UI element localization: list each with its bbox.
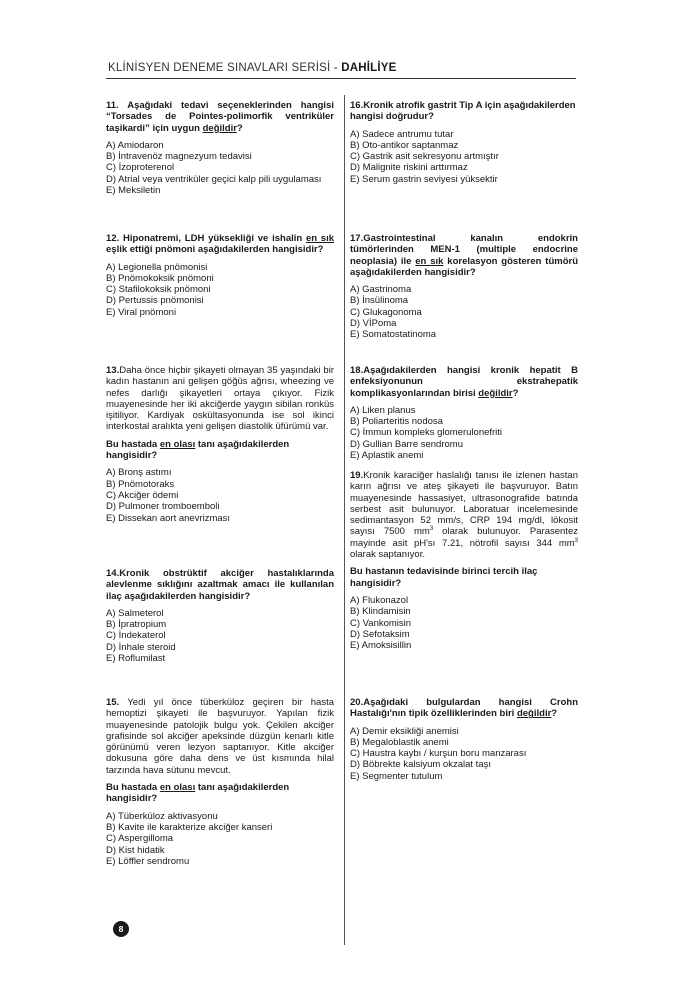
option-list [106,608,334,664]
question-prompt: Bu hastada en olası tanı aşağıdakilerden hangisidir? [106,782,290,805]
option-c: C) Akciğer ödemi [106,489,179,501]
option-list [350,284,578,340]
question-stem: 14.Kronik obstrüktif akciğer hastalıklarında alevlenme sıklığını azaltmak amacı ile kullanılan ilaç aşağıdakilerden hangisidir? [106,568,334,602]
question-14 [106,568,334,664]
page-header [108,62,397,74]
option-list [350,595,578,651]
option-list [106,811,334,867]
option-c: C) İzoproterenol [106,162,175,174]
question-stem: 17.Gastrointestinal kanalın endokrin tümörlerinden MEN-1 (multiple endocrine neoplasia) ile en sık korelasyon gösteren tümörü aşağıdakilerden hangisidir? [350,233,578,278]
option-list [350,726,578,782]
option-b: B) İntravenöz magnezyum tedavisi [106,151,252,163]
option-list [350,405,578,461]
option-e: E) Aplastik anemi [350,450,424,462]
option-e: E) Serum gastrin seviyesi yüksektir [350,173,498,185]
page-number-badge: 8 [113,921,129,937]
option-d: D) Pertussis pnömonisi [106,295,204,307]
question-20 [350,697,578,782]
option-c: C) Vankomisin [350,617,412,629]
option-a: A) Demir eksikliği anemisi [350,725,459,737]
option-d: D) VİPoma [350,318,397,330]
header-rule [106,78,576,79]
option-b: B) Oto-antikor saptanmaz [350,139,459,151]
option-e: E) Somatostatinoma [350,329,437,341]
option-a: A) Tüberküloz aktivasyonu [106,810,218,822]
option-d: D) Sefotaksim [350,628,410,640]
option-b: B) Klindamisin [350,606,411,618]
option-e: E) Segmenter tutulum [350,770,443,782]
option-b: B) İpratropium [106,619,167,631]
question-19 [350,470,578,651]
question-prompt: Bu hastanın tedavisinde birinci tercih ilaç hangisidir? [350,566,538,589]
question-stem: 19.Kronik karaciğer haslalığı tanısı ile izlenen hastan karın ağrısı ve ateş şikayeti ile başvuruyor. Batın muayenesinde hassasiyet, ultrasonografide batında serbest asit bulunuyor. Laboratuar incelemesinde sedimantasyon 52 mm/s, CRP 194 mg/dl, lökosit sayısı 7500 $mm^3$ olarak bulunuyor. Parasentez mayinde asit pH'sı 7.21, nötrofil sayısı 344 $mm^3$ olarak saptanıyor. [350,470,578,561]
question-17 [350,233,578,341]
question-stem: 20.Aşağıdaki bulgulardan hangisi Crohn Hastalığı'nın tipik özelliklerinden biri değildir? [350,697,578,720]
question-stem: 12. Hiponatremi, LDH yüksekliği ve ishalin en sık eşlik ettiği pnömoni aşağıdakilerden hangisidir? [106,233,335,256]
header-subject: DAHİLİYE [341,62,397,74]
option-e: E) Meksiletin [106,185,161,197]
option-list [106,140,334,196]
question-stem: 13.Daha önce hiçbir şikayeti olmayan 35 yaşındaki bir kadın hastanın ani gelişen göğüs ağrısı, wheezing ve nefes darlığı şikayetleri ortaya çıkıyor. Fizik muayenesinde her iki akciğerde yaygın sibilan ronküs işitiliyor. Kardiyak oskültasyonunda ise sol ikinci interkostal aralıkta yeni gelişen diastolik üfürümü var. [106,365,334,433]
option-c: C) Aspergilloma [106,833,174,845]
option-e: E) Löffler sendromu [106,855,190,867]
option-a: A) Liken planus [350,404,416,416]
option-b: B) Poliarteritis nodosa [350,416,443,428]
header-series: KLİNİSYEN DENEME SINAVLARI SERİSİ [108,62,331,74]
question-18 [350,365,578,461]
question-13 [106,365,334,524]
option-c: C) İndekaterol [106,630,166,642]
option-list [106,262,334,318]
option-e: E) Dissekan aort anevrizması [106,512,231,524]
column-divider [344,95,345,945]
option-a: A) Sadece antrumu tutar [350,128,454,140]
option-b: B) Pnömotoraks [106,478,175,490]
option-d: D) Atrial veya ventriküler geçici kalp pili uygulaması [106,173,322,185]
option-b: B) Pnömokoksik pnömoni [106,272,214,284]
option-a: A) Bronş astımı [106,467,172,479]
option-c: C) Gastrik asit sekresyonu artmıştır [350,151,499,163]
option-list [106,467,334,523]
option-c: C) Haustra kaybı / kurşun boru manzarası [350,748,527,760]
question-12 [106,233,334,318]
question-stem: 11. Aşağıdaki tedavi seçeneklerinden hangisi “Torsades de Pointes-polimorfik ventriküler taşikardi” için uygun değildir? [106,100,334,134]
option-c: C) İmmun kompleks glomerulonefriti [350,427,503,439]
option-list [350,129,578,185]
option-c: C) Stafilokoksik pnömoni [106,284,211,296]
option-a: A) Gastrinoma [350,284,412,296]
option-e: E) Roflumilast [106,653,166,665]
question-15 [106,697,334,867]
question-stem: 16.Kronik atrofik gastrit Tip A için aşağıdakilerden hangisi doğrudur? [350,100,576,123]
option-d: D) Gullian Barre sendromu [350,438,463,450]
option-d: D) Pulmoner tromboemboli [106,501,220,513]
option-d: D) İnhale steroid [106,641,176,653]
header-separator: - [330,62,342,74]
option-a: A) Flukonazol [350,594,409,606]
option-a: A) Amiodaron [106,139,164,151]
option-d: D) Malignite riskini arttırmaz [350,162,468,174]
question-prompt: Bu hastada en olası tanı aşağıdakilerden hangisidir? [106,438,290,462]
option-d: D) Kist hidatik [106,844,165,856]
option-e: E) Viral pnömoni [106,306,177,318]
option-d: D) Böbrekte kalsiyum okzalat taşı [350,759,491,771]
option-b: B) Kavite ile karakterize akciğer kanseri [106,821,273,833]
question-stem: 15. Yedi yıl önce tüberküloz geçiren bir hasta hemoptizi şikayeti ile başvuruyor. Yapılan fizik muayenesinde patolojik bulgu yok. Çekilen akciğer grafisinde sol akciğer apeksinde düzgün kenarlı kitle görünümü veren lezyon saptanıyor. Kitle akciğer dokusuna göre daha dens ve üst kısmında hilal tarzında hava sütunu mevcut. [106,697,334,776]
option-a: A) Salmeterol [106,607,164,619]
question-11 [106,100,334,196]
option-c: C) Glukagonoma [350,306,422,318]
option-a: A) Legionella pnömonisi [106,261,208,273]
option-e: E) Amoksisillin [350,640,412,652]
option-b: B) Megaloblastik anemi [350,736,449,748]
option-b: B) İnsülinoma [350,295,409,307]
question-16 [350,100,578,185]
question-stem: 18.Aşağıdakilerden hangisi kronik hepatit B enfeksiyonunun ekstrahepatik komplikasyonlarından birisi değildir? [350,365,578,399]
